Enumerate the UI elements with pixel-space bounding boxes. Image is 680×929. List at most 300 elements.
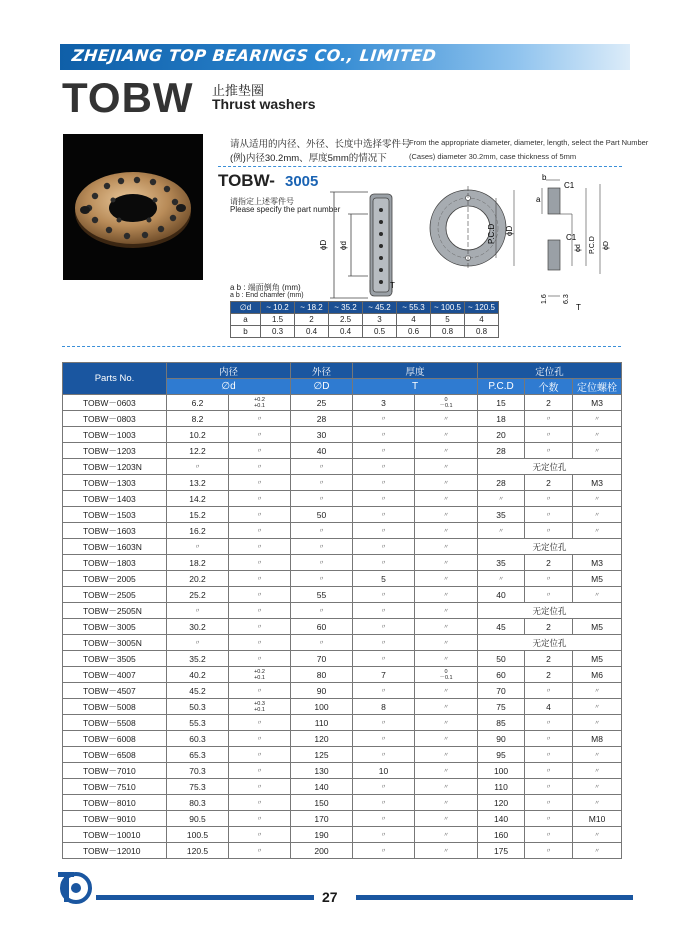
cell-nq: 〃 [525,411,573,427]
cell-pn: TOBW－7010 [63,763,167,779]
cell-d: 70.3 [167,763,229,779]
cell-Tq: 〃 [353,507,415,523]
table-row [63,539,622,555]
cell-D: 90 [291,683,353,699]
chamfer-header-cell: ~ 100.5 [431,302,465,314]
table-row [63,555,622,571]
cell-tq: 〃 [415,539,478,555]
cell-pcd: 35 [478,555,525,571]
cell-d: 80.3 [167,795,229,811]
cell-dq: 〃 [229,635,291,651]
cell-tq: 〃 [415,491,478,507]
roughness-1-6: 1.6 [541,294,548,304]
cell-tq: 〃 [415,507,478,523]
cell-pcd: 15 [478,395,525,411]
cell-tq: 〃 [415,763,478,779]
series-title-cn: 止推垫圈 [212,83,265,98]
cell-dq: 〃 [229,539,291,555]
cell-Tq: 〃 [353,603,415,619]
cell-pn: TOBW－3005N [63,635,167,651]
cell-T: 10 [353,763,415,779]
cell-pn: TOBW－1203 [63,443,167,459]
cell-pcd: 100 [478,763,525,779]
cell-boltq: 〃 [573,587,622,603]
cell-D: 110 [291,715,353,731]
cell-bolt: M3 [573,555,622,571]
cell-d: 18.2 [167,555,229,571]
cell-boltq: 〃 [573,683,622,699]
header-inner: 内径 [167,363,291,379]
table-row [63,779,622,795]
parts-table [62,362,622,859]
tolerance-upper: +0.2 [254,668,265,675]
cell-d: 16.2 [167,523,229,539]
cell-d: 12.2 [167,443,229,459]
cell-tq: 〃 [415,475,478,491]
chamfer-cell: 3 [363,314,397,326]
cell-pcdq: 〃 [478,491,525,507]
cell-boltq: 〃 [573,507,622,523]
cell-boltq: 〃 [573,523,622,539]
tolerance-lower: +0.1 [254,706,265,713]
cell-boltq: 〃 [573,443,622,459]
header-thickness: 厚度 [353,363,478,379]
cell-Dq: 〃 [291,459,353,475]
cell-dq: 〃 [229,443,291,459]
cell-pcdq: 〃 [478,571,525,587]
cell-dq: 〃 [229,843,291,859]
cell-dq: 〃 [229,747,291,763]
cell-Tq: 〃 [353,635,415,651]
cell-tq: 〃 [415,779,478,795]
cell-T: 7 [353,667,415,683]
chamfer-cell: 2 [295,314,329,326]
cell-tq: 〃 [415,699,478,715]
cell-boltq: 〃 [573,715,622,731]
company-name: ZHEJIANG TOP BEARINGS CO., LIMITED [71,46,438,65]
cell-d: 8.2 [167,411,229,427]
cell-tolerance [229,395,291,411]
cell-nq: 〃 [525,523,573,539]
cell-pcd: 28 [478,443,525,459]
pcd-label-2: P.C.D [589,236,596,254]
table-row [63,571,622,587]
cell-Dq: 〃 [291,555,353,571]
cell-Tq: 〃 [353,539,415,555]
divider [218,166,622,167]
cell-dq: 〃 [229,603,291,619]
cell-dq: 〃 [229,795,291,811]
table-row [63,603,622,619]
cell-bolt: M6 [573,667,622,683]
cell-nq: 〃 [525,731,573,747]
cell-tq: 〃 [415,811,478,827]
cell-pn: TOBW－2505N [63,603,167,619]
phi-d-label: ϕd [339,241,348,250]
cell-tq: 〃 [415,555,478,571]
t-label-2: T [576,303,581,312]
cell-bolt: M5 [573,651,622,667]
subheader-T: T [353,379,478,395]
cell-D: 120 [291,731,353,747]
chamfer-cell: a [231,314,261,326]
example-model-number: 3005 [285,173,319,190]
cell-d: 20.2 [167,571,229,587]
cell-pcd: 20 [478,427,525,443]
cell-pn: TOBW－8010 [63,795,167,811]
cell-tq: 〃 [415,635,478,651]
cell-Dq: 〃 [291,571,353,587]
chamfer-header-cell: ~ 45.2 [363,302,397,314]
cell-d: 14.2 [167,491,229,507]
cell-D: 30 [291,427,353,443]
cell-Tq: 〃 [353,427,415,443]
cell-Tq: 〃 [353,475,415,491]
cell-Tq: 〃 [353,459,415,475]
cell-pn: TOBW－3005 [63,619,167,635]
table-row [63,651,622,667]
cell-tolerance [229,667,291,683]
cell-pcd: 140 [478,811,525,827]
cell-T: 8 [353,699,415,715]
cell-tq: 〃 [415,571,478,587]
cell-pn: TOBW－1203N [63,459,167,475]
product-photo [63,134,203,280]
chamfer-header-cell: ∅d [231,302,261,314]
table-row [63,683,622,699]
cell-dd: 〃 [167,539,229,555]
cell-bolt: M3 [573,395,622,411]
table-row [63,763,622,779]
subheader-d: ∅d [167,379,291,395]
cell-tq: 〃 [415,587,478,603]
cell-D: 25 [291,395,353,411]
instruction-cn-1: 请从适用的内径、外径、长度中选择零件号 [230,139,411,150]
cell-D: 50 [291,507,353,523]
cell-n: 2 [525,619,573,635]
cell-pcd: 160 [478,827,525,843]
cell-Tq: 〃 [353,443,415,459]
cell-pn: TOBW－1603N [63,539,167,555]
footer-bar-right [356,895,633,900]
cell-pcdq: 〃 [478,523,525,539]
table-row [63,507,622,523]
cell-bolt: M5 [573,571,622,587]
cell-Tq: 〃 [353,411,415,427]
chamfer-cell: 2.5 [329,314,363,326]
cell-pn: TOBW－0603 [63,395,167,411]
cell-tq: 〃 [415,843,478,859]
a-label: a [536,195,541,204]
cell-D: 28 [291,411,353,427]
chamfer-header-cell: ~ 10.2 [261,302,295,314]
cell-Dq: 〃 [291,475,353,491]
cell-tq: 〃 [415,827,478,843]
cell-boltq: 〃 [573,427,622,443]
cell-d: 10.2 [167,427,229,443]
cell-dq: 〃 [229,763,291,779]
cell-tq: 〃 [415,603,478,619]
cell-dd: 〃 [167,635,229,651]
cell-nq: 〃 [525,443,573,459]
cell-tolerance [229,699,291,715]
cell-Tq: 〃 [353,811,415,827]
cell-pcd: 45 [478,619,525,635]
cell-nq: 〃 [525,571,573,587]
cell-tq: 〃 [415,523,478,539]
cell-nq: 〃 [525,507,573,523]
tolerance-lower: －0.1 [439,402,453,409]
chamfer-header-cell: ~ 120.5 [465,302,499,314]
tolerance-upper: 0 [444,396,448,403]
cell-pcd: 40 [478,587,525,603]
cell-nq: 〃 [525,715,573,731]
cell-Tq: 〃 [353,491,415,507]
cell-tq: 〃 [415,715,478,731]
cell-dq: 〃 [229,827,291,843]
table-row [63,587,622,603]
phi-D-label: ϕD [319,239,328,250]
tolerance-upper: 0 [444,668,448,675]
company-logo [56,870,92,906]
cell-dq: 〃 [229,587,291,603]
cell-pcd: 110 [478,779,525,795]
instruction-en-2: (Cases) diameter 30.2mm, case thickness of 5mm [409,152,577,161]
cell-dq: 〃 [229,491,291,507]
cell-pn: TOBW－6508 [63,747,167,763]
cell-Dq: 〃 [291,491,353,507]
specify-note-cn: 请指定上述零件号 [230,197,294,206]
instruction-cn-2: (例)内径30.2mm、厚度5mm的情况下 [230,153,387,164]
cell-Dq: 〃 [291,539,353,555]
cell-boltq: 〃 [573,795,622,811]
cell-nq: 〃 [525,811,573,827]
cell-tq: 〃 [415,747,478,763]
cell-tq: 〃 [415,411,478,427]
cell-pn: TOBW－2505 [63,587,167,603]
cell-tq: 〃 [415,683,478,699]
chamfer-header-cell: ~ 35.2 [329,302,363,314]
cell-pn: TOBW－9010 [63,811,167,827]
cell-Tq: 〃 [353,827,415,843]
cell-pcd: 28 [478,475,525,491]
tolerance-lower: +0.1 [254,674,265,681]
cell-tq: 〃 [415,443,478,459]
cell-n: 2 [525,667,573,683]
cell-T: 3 [353,395,415,411]
b-label: b [542,173,547,182]
table-row [63,619,622,635]
cell-d: 75.3 [167,779,229,795]
chamfer-cell: 0.3 [261,326,295,338]
cell-D: 130 [291,763,353,779]
cell-pn: TOBW－4507 [63,683,167,699]
cell-Tq: 〃 [353,683,415,699]
series-code: TOBW [62,74,194,121]
chamfer-cell: 0.4 [329,326,363,338]
table-row [63,715,622,731]
cell-D: 170 [291,811,353,827]
cell-Dq: 〃 [291,523,353,539]
cell-boltq: 〃 [573,699,622,715]
cell-dd: 〃 [167,459,229,475]
cell-Tq: 〃 [353,779,415,795]
cell-pn: TOBW－4007 [63,667,167,683]
chamfer-header-cell: ~ 18.2 [295,302,329,314]
chamfer-cell: 1.5 [261,314,295,326]
cell-pn: TOBW－5008 [63,699,167,715]
cell-bolt: M3 [573,475,622,491]
cell-tolerance [415,667,478,683]
cell-d: 13.2 [167,475,229,491]
table-row [63,443,622,459]
tolerance-upper: +0.2 [254,396,265,403]
cell-pcd: 95 [478,747,525,763]
cell-nq: 〃 [525,683,573,699]
cell-pn: TOBW－1303 [63,475,167,491]
cell-d: 40.2 [167,667,229,683]
header-parts-no: Parts No. [63,363,167,395]
cell-d: 50.3 [167,699,229,715]
table-row [63,811,622,827]
subheader-bolt: 定位螺栓 [573,379,622,395]
cell-nq: 〃 [525,587,573,603]
chamfer-table [230,301,499,338]
cell-D: 190 [291,827,353,843]
roughness-6-3: 6.3 [563,294,570,304]
phi-D-label-3: ϕD [603,241,610,250]
cell-D: 80 [291,667,353,683]
table-row [63,795,622,811]
table-row [63,475,622,491]
cell-dq: 〃 [229,475,291,491]
table-row [63,827,622,843]
cell-D: 55 [291,587,353,603]
chamfer-caption-cn: a b : 端面倒角 (mm) [230,283,301,292]
cell-pn: TOBW－12010 [63,843,167,859]
cell-D: 70 [291,651,353,667]
cell-dq: 〃 [229,811,291,827]
cell-pcd: 90 [478,731,525,747]
cell-d: 65.3 [167,747,229,763]
cell-dq: 〃 [229,651,291,667]
cell-dq: 〃 [229,571,291,587]
cell-dq: 〃 [229,507,291,523]
cell-d: 35.2 [167,651,229,667]
cell-Tq: 〃 [353,795,415,811]
table-row [63,731,622,747]
header-outer: 外径 [291,363,353,379]
cell-boltq: 〃 [573,491,622,507]
cell-bolt: M8 [573,731,622,747]
table-row [63,667,622,683]
cell-d: 100.5 [167,827,229,843]
cell-d: 25.2 [167,587,229,603]
cell-Tq: 〃 [353,619,415,635]
cell-D: 200 [291,843,353,859]
cell-tq: 〃 [415,795,478,811]
table-row [63,491,622,507]
cell-pn: TOBW－2005 [63,571,167,587]
divider [62,346,621,347]
example-model-prefix: TOBW- [218,171,275,190]
cell-pcd: 85 [478,715,525,731]
cell-pn: TOBW－1603 [63,523,167,539]
cell-Tq: 〃 [353,715,415,731]
cell-pcd: 120 [478,795,525,811]
tolerance-lower: －0.1 [439,674,453,681]
cell-pn: TOBW－1503 [63,507,167,523]
table-row [63,843,622,859]
cell-d: 45.2 [167,683,229,699]
cell-d: 55.3 [167,715,229,731]
parts-table-body [63,395,622,859]
cell-pn: TOBW－7510 [63,779,167,795]
subheader-count: 个数 [525,379,573,395]
technical-drawing [310,170,630,315]
chamfer-cell: 0.8 [431,326,465,338]
cell-d: 90.5 [167,811,229,827]
cell-pn: TOBW－6008 [63,731,167,747]
cell-boltq: 〃 [573,779,622,795]
cell-pn: TOBW－3505 [63,651,167,667]
cell-Tq: 〃 [353,523,415,539]
cell-none: 无定位孔 [478,539,622,555]
cell-pn: TOBW－0803 [63,411,167,427]
t-label: T [390,281,395,290]
chamfer-cell: 4 [465,314,499,326]
cell-nq: 〃 [525,779,573,795]
chamfer-cell: b [231,326,261,338]
cell-nq: 〃 [525,795,573,811]
series-title-en: Thrust washers [212,96,316,112]
chamfer-cell: 0.6 [397,326,431,338]
cell-pn: TOBW－1803 [63,555,167,571]
cell-D: 100 [291,699,353,715]
chamfer-header-cell: ~ 55.3 [397,302,431,314]
c1-mid-label: C1 [566,233,577,242]
cell-dq: 〃 [229,715,291,731]
cell-none: 无定位孔 [478,459,622,475]
cell-tolerance [415,395,478,411]
cell-Tq: 〃 [353,747,415,763]
cell-none: 无定位孔 [478,603,622,619]
cell-pcd: 35 [478,507,525,523]
cell-d: 120.5 [167,843,229,859]
thrust-washer-image [63,134,203,280]
table-row [63,635,622,651]
cell-tq: 〃 [415,619,478,635]
cell-d: 6.2 [167,395,229,411]
table-row [63,411,622,427]
cell-pcd: 50 [478,651,525,667]
cell-n: 2 [525,475,573,491]
cell-D: 140 [291,779,353,795]
cell-dq: 〃 [229,731,291,747]
chamfer-cell: 0.5 [363,326,397,338]
cell-nq: 〃 [525,843,573,859]
cell-tq: 〃 [415,427,478,443]
cell-Tq: 〃 [353,843,415,859]
cell-bolt: M5 [573,619,622,635]
table-row [63,747,622,763]
chamfer-cell: 0.8 [465,326,499,338]
cell-T: 5 [353,571,415,587]
cell-nq: 〃 [525,491,573,507]
cell-d: 15.2 [167,507,229,523]
cell-Tq: 〃 [353,587,415,603]
cell-pn: TOBW－1403 [63,491,167,507]
